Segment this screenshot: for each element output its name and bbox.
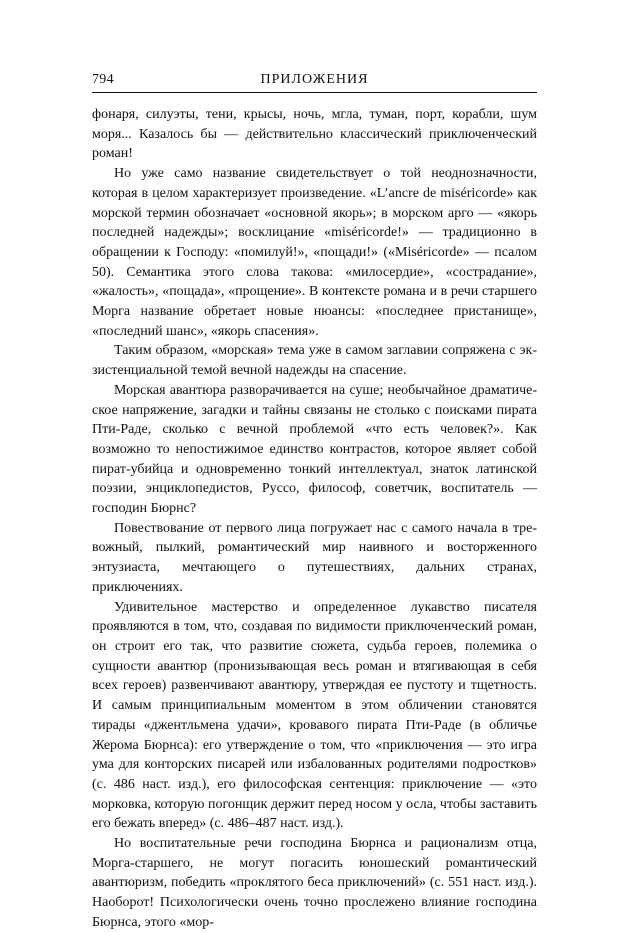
paragraph: Но воспитательные речи господина Бюрнса и рационализм отца, Морга-старшего, не могут погасить юношеский романтический авантюризм, победить «проклятого беса приключений» (с. 551 наст. изд.). Наоборот! Психологически очень точно прослежено влияние господина Бюрнса, этого «мор- [92, 836, 537, 930]
page-header [92, 70, 537, 92]
paragraph: Но уже само название свидетельствует о той неоднозначности, которая в целом характеризует произведение. «L’ancre de miséricorde» как морской термин обозначает «основной якорь»; в морском арго — «якорь последней надежды»; восклицание «miséricorde!» — традиционно в обращении к Господу: «помилуй!», «пощади!» («Miséricorde» — псалом 50). Семантика этого слова такова: «милосердие», «сострадание», «жалость», «пощада», «прощение». В контексте романа и в речи старшего Морга название обретает новые нюансы: «последнее пристанище», «последний шанс», «якорь спасения». [92, 166, 537, 339]
book-page [92, 70, 537, 933]
page-number: 794 [92, 72, 114, 87]
running-title: ПРИЛОЖЕНИЯ [260, 72, 369, 87]
paragraph: фонаря, силуэты, тени, крысы, ночь, мгла, туман, порт, корабли, шум моря... Казалось бы — действительно классический приключенческий роман! [92, 107, 537, 162]
paragraph: Повествование от первого лица погружает нас с самого начала в тревожный, пылкий, романтический мир наивного и восторженного энтузиаста, мечтающего о путешествиях, дальних странах, приключениях. [92, 520, 537, 595]
body-text [92, 105, 537, 933]
paragraph: Морская авантюра разворачивается на суше; необычайное драматическое напряжение, загадки и тайны связаны не столько с поисками пирата Пти-Раде, сколько с вечной проблемой «что есть человек?». Как возможно то непостижимое единство контрастов, которое являет собой пират-убийца и одновременно тонкий интеллектуал, знаток латинской поэзии, энциклопедистов, Руссо, философ, советчик, воспитатель — господин Бюрнс? [92, 382, 537, 517]
paragraph: Таким образом, «морская» тема уже в самом заглавии сопряжена с экзистенциальной темой вечной надежды на спасение. [92, 343, 537, 379]
header-rule [92, 92, 537, 93]
paragraph: Удивительное мастерство и определенное лукавство писателя проявляются в том, что, создавая по видимости приключенческий роман, он строит его так, что развитие сюжета, судьба героев, полемика о сущности авантюр (пронизывающая весь роман и втягивающая в себя всех героев) развенчивают авантюру, утверждая ее пустоту и тщетность. И самым принципиальным моментом в этом обличении становятся тирады «джентльмена удачи», кровавого пирата Пти-Раде (в обличье Жерома Бюрнса): его утверждение о том, что «приключения — это игра ума для конторских писарей или избалованных родителями подростков» (с. 486 наст. изд.), его философская сентенция: приключение — «это морковка, которую погонщик держит перед носом у осла, чтобы заставить его бежать вперед» (с. 486–487 наст. изд.). [92, 599, 537, 832]
